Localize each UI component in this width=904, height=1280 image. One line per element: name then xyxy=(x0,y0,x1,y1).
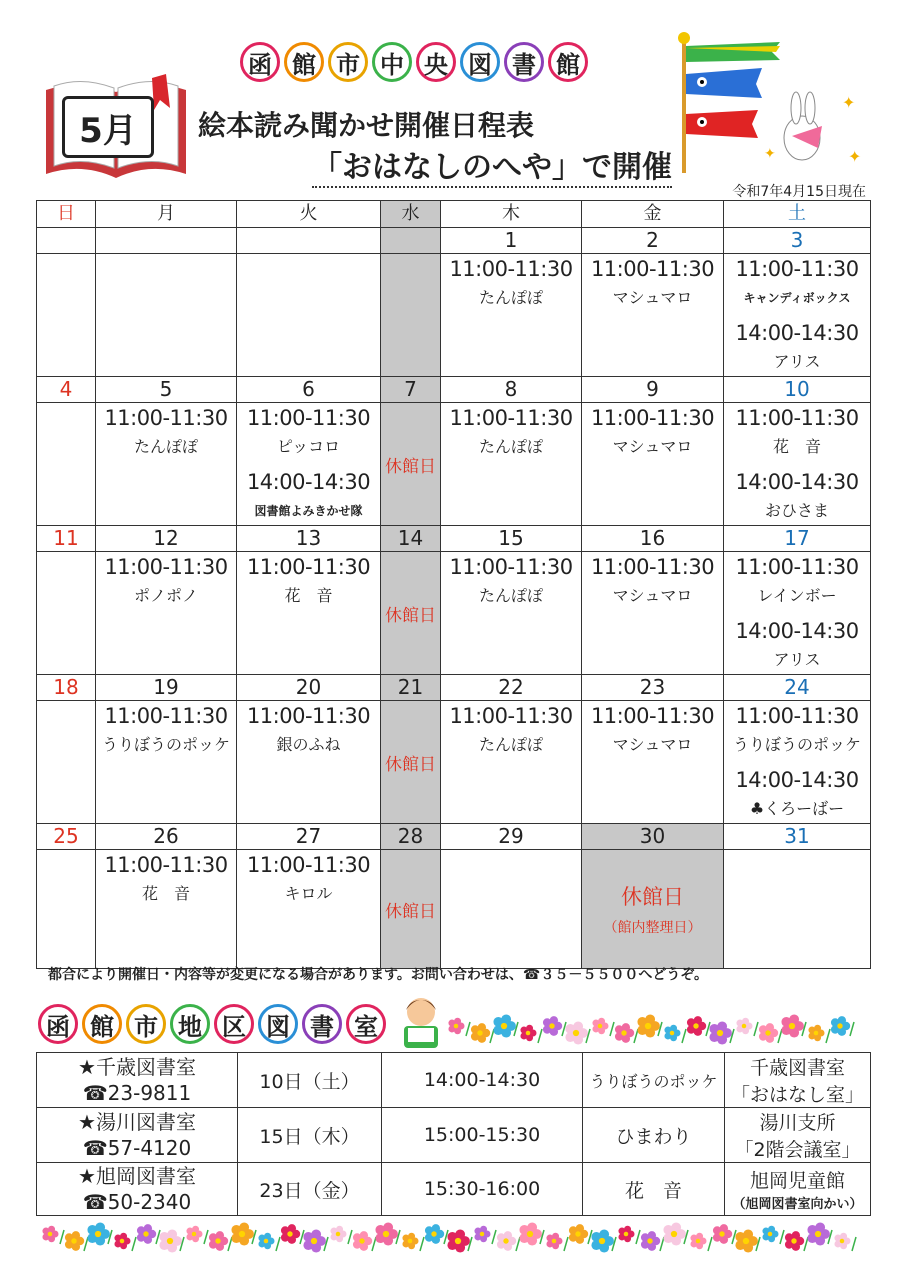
closed-label: 休館日 xyxy=(385,754,436,775)
date-number: 7 xyxy=(381,377,441,403)
date-number: 17 xyxy=(724,526,871,552)
branch-place-detail: （旭岡図書室向かい） xyxy=(732,1197,863,1212)
month-label: 5月 xyxy=(62,96,154,158)
branch-phone: ☎57-4120 xyxy=(82,1136,192,1160)
title-char: 中 xyxy=(372,42,412,82)
title-char: 函 xyxy=(240,42,280,82)
session-group: たんぽぽ xyxy=(478,586,543,605)
day-cell xyxy=(441,850,582,969)
date-number: 15 xyxy=(441,526,582,552)
branch-time: 15:00-15:30 xyxy=(382,1108,583,1163)
branch-row xyxy=(37,1163,871,1216)
date-number: 12 xyxy=(96,526,237,552)
date-number: 19 xyxy=(96,675,237,701)
branch-phone: ☎23-9811 xyxy=(82,1081,192,1105)
day-cell xyxy=(96,701,237,824)
session-time: 11:00-11:30 xyxy=(104,853,228,877)
closed-note: （館内整理日） xyxy=(603,920,702,936)
session-time: 11:00-11:30 xyxy=(449,704,573,728)
date-number: 23 xyxy=(582,675,724,701)
weekday-header: 土 xyxy=(724,201,871,228)
session-time: 14:00-14:30 xyxy=(735,768,859,792)
branch-place-detail: 「おはなし室」 xyxy=(730,1084,864,1106)
branch-group: ひまわり xyxy=(583,1108,725,1163)
session-time: 14:00-14:30 xyxy=(735,321,859,345)
date-number: 28 xyxy=(381,824,441,850)
weekday-header: 木 xyxy=(441,201,582,228)
schedule-calendar xyxy=(36,200,871,969)
session-group: たんぽぽ xyxy=(478,735,543,754)
branch-title-char: 区 xyxy=(214,1004,254,1044)
date-number: 24 xyxy=(724,675,871,701)
session-time: 14:00-14:30 xyxy=(735,470,859,494)
day-cell xyxy=(237,254,381,377)
day-cell xyxy=(96,254,237,377)
day-cell xyxy=(37,850,96,969)
library-title xyxy=(240,42,592,82)
day-cell xyxy=(37,701,96,824)
date-number: 22 xyxy=(441,675,582,701)
session-group: 花 音 xyxy=(772,437,821,456)
koinobori-illustration xyxy=(672,28,862,178)
branch-name: ★旭岡図書室 xyxy=(78,1164,196,1188)
date-number: 30 xyxy=(582,824,724,850)
branch-name: ★湯川図書室 xyxy=(78,1110,196,1134)
day-cell xyxy=(441,254,582,377)
date-number: 6 xyxy=(237,377,381,403)
branch-place: 旭岡児童館 xyxy=(749,1170,845,1192)
date-number: 11 xyxy=(37,526,96,552)
session-time: 11:00-11:30 xyxy=(735,704,859,728)
schedule-subtitle: 絵本読み聞かせ開催日程表 xyxy=(198,109,535,142)
day-cell xyxy=(37,254,96,377)
session-group: キャンディボックス xyxy=(743,291,851,305)
date-number: 2 xyxy=(582,228,724,254)
session-time: 11:00-11:30 xyxy=(449,257,573,281)
branch-title-char: 地 xyxy=(170,1004,210,1044)
session-group: たんぽぽ xyxy=(133,437,198,456)
notice-text: 都合により開催日・内容等が変更になる場合があります。お問い合わせは、☎３５－５５００へどうぞ。 xyxy=(48,967,709,983)
day-cell xyxy=(96,552,237,675)
day-cell xyxy=(237,403,381,526)
session-group: たんぽぽ xyxy=(478,437,543,456)
branch-row xyxy=(37,1108,871,1163)
closed-label: 休館日 xyxy=(385,456,436,477)
session-group: レインボー xyxy=(757,586,837,605)
date-number: 8 xyxy=(441,377,582,403)
session-time: 11:00-11:30 xyxy=(735,257,859,281)
day-cell xyxy=(96,403,237,526)
as-of-date: 令和7年4月15日現在 xyxy=(732,184,866,200)
branch-time: 14:00-14:30 xyxy=(382,1053,583,1108)
closed-label: 休館日 xyxy=(385,901,436,922)
session-group: キロル xyxy=(284,884,333,903)
day-cell xyxy=(37,552,96,675)
day-cell xyxy=(582,701,724,824)
session-time: 11:00-11:30 xyxy=(449,406,573,430)
branch-title-char: 書 xyxy=(302,1004,342,1044)
session-group: マシュマロ xyxy=(612,586,693,605)
day-cell xyxy=(441,403,582,526)
weekday-header: 日 xyxy=(37,201,96,228)
venue-subtitle: 「おはなしのへや」で開催 xyxy=(312,142,672,188)
session-group: 図書館よみきかせ隊 xyxy=(254,504,363,518)
title-char: 央 xyxy=(416,42,456,82)
date-number xyxy=(96,228,237,254)
session-time: 11:00-11:30 xyxy=(590,555,715,579)
session-group: アリス xyxy=(773,650,821,669)
weekday-header: 金 xyxy=(582,201,724,228)
session-group: ♣くろーばー xyxy=(749,799,845,818)
date-number: 29 xyxy=(441,824,582,850)
branch-name: ★千歳図書室 xyxy=(78,1055,196,1079)
branch-title-char: 図 xyxy=(258,1004,298,1044)
branch-time: 15:30-16:00 xyxy=(382,1163,583,1216)
weekday-header: 水 xyxy=(381,201,441,228)
branch-title-char: 館 xyxy=(82,1004,122,1044)
branch-title-char: 市 xyxy=(126,1004,166,1044)
date-number xyxy=(237,228,381,254)
date-number: 14 xyxy=(381,526,441,552)
day-cell xyxy=(441,701,582,824)
day-cell xyxy=(96,850,237,969)
closed-label: 休館日 xyxy=(621,885,684,909)
title-char: 市 xyxy=(328,42,368,82)
title-char: 書 xyxy=(504,42,544,82)
branch-title-char: 室 xyxy=(346,1004,386,1044)
date-number: 27 xyxy=(237,824,381,850)
session-group: うりぼうのポッケ xyxy=(732,735,861,754)
title-char: 図 xyxy=(460,42,500,82)
day-cell xyxy=(237,552,381,675)
day-cell xyxy=(37,403,96,526)
session-group: マシュマロ xyxy=(612,735,693,754)
svg-text:✦: ✦ xyxy=(848,147,862,166)
date-number: 31 xyxy=(724,824,871,850)
session-time: 11:00-11:30 xyxy=(590,704,715,728)
branch-date: 23日（金） xyxy=(238,1163,382,1216)
date-number: 5 xyxy=(96,377,237,403)
date-number: 20 xyxy=(237,675,381,701)
session-time: 11:00-11:30 xyxy=(246,555,371,579)
session-group: マシュマロ xyxy=(612,437,693,456)
day-cell xyxy=(237,850,381,969)
branch-schedule-table xyxy=(36,1052,871,1216)
reading-child-illustration xyxy=(396,994,446,1052)
session-group: 花 音 xyxy=(141,884,190,903)
session-time: 11:00-11:30 xyxy=(246,704,371,728)
session-time: 11:00-11:30 xyxy=(735,555,859,579)
session-time: 11:00-11:30 xyxy=(246,853,371,877)
session-group: うりぼうのポッケ xyxy=(101,735,230,754)
session-group: ピッコロ xyxy=(276,437,341,456)
weekday-header: 月 xyxy=(96,201,237,228)
weekday-header: 火 xyxy=(237,201,381,228)
branch-section-title xyxy=(38,1004,390,1044)
session-group: ポノポノ xyxy=(133,586,198,605)
date-number xyxy=(37,228,96,254)
date-number: 10 xyxy=(724,377,871,403)
branch-place-detail: 「2階会議室」 xyxy=(734,1139,861,1161)
session-time: 11:00-11:30 xyxy=(104,704,228,728)
day-cell xyxy=(582,403,724,526)
session-time: 11:00-11:30 xyxy=(735,406,859,430)
branch-phone: ☎50-2340 xyxy=(82,1190,192,1214)
session-time: 14:00-14:30 xyxy=(735,619,859,643)
branch-place: 湯川支所 xyxy=(759,1112,836,1134)
date-number: 21 xyxy=(381,675,441,701)
flower-border-top xyxy=(446,1012,866,1052)
day-cell xyxy=(237,701,381,824)
session-group: おひさま xyxy=(764,501,829,520)
day-cell xyxy=(582,552,724,675)
day-cell xyxy=(724,850,871,969)
date-number: 9 xyxy=(582,377,724,403)
day-cell xyxy=(724,403,871,526)
closed-label: 休館日 xyxy=(385,605,436,626)
date-number: 3 xyxy=(724,228,871,254)
branch-title-char: 函 xyxy=(38,1004,78,1044)
day-cell xyxy=(381,552,441,675)
session-group: アリス xyxy=(773,352,821,371)
branch-place: 千歳図書室 xyxy=(749,1057,845,1079)
title-char: 館 xyxy=(284,42,324,82)
date-number: 26 xyxy=(96,824,237,850)
day-cell xyxy=(724,254,871,377)
day-cell xyxy=(582,254,724,377)
session-time: 11:00-11:30 xyxy=(590,406,715,430)
day-cell xyxy=(381,701,441,824)
flower-border-bottom xyxy=(40,1220,870,1260)
day-cell xyxy=(381,850,441,969)
branch-row xyxy=(37,1053,871,1108)
day-cell xyxy=(724,701,871,824)
branch-group: 花 音 xyxy=(583,1163,725,1216)
session-time: 11:00-11:30 xyxy=(590,257,715,281)
date-number xyxy=(381,228,441,254)
session-time: 11:00-11:30 xyxy=(246,406,371,430)
day-cell xyxy=(582,850,724,969)
session-time: 11:00-11:30 xyxy=(104,555,228,579)
date-number: 16 xyxy=(582,526,724,552)
day-cell xyxy=(381,403,441,526)
session-group: 銀のふね xyxy=(276,735,341,754)
date-number: 4 xyxy=(37,377,96,403)
date-number: 25 xyxy=(37,824,96,850)
session-group: 花 音 xyxy=(284,586,333,605)
date-number: 18 xyxy=(37,675,96,701)
session-group: マシュマロ xyxy=(612,288,693,307)
title-char: 館 xyxy=(548,42,588,82)
session-time: 11:00-11:30 xyxy=(449,555,573,579)
day-cell xyxy=(381,254,441,377)
date-number: 1 xyxy=(441,228,582,254)
session-group: たんぽぽ xyxy=(478,288,543,307)
session-time: 11:00-11:30 xyxy=(104,406,228,430)
day-cell xyxy=(724,552,871,675)
branch-date: 10日（土） xyxy=(238,1053,382,1108)
date-number: 13 xyxy=(237,526,381,552)
svg-text:✦: ✦ xyxy=(842,93,856,112)
session-time: 14:00-14:30 xyxy=(246,470,371,494)
svg-text:✦: ✦ xyxy=(764,146,776,162)
branch-group: うりぼうのポッケ xyxy=(583,1053,725,1108)
branch-date: 15日（木） xyxy=(238,1108,382,1163)
day-cell xyxy=(441,552,582,675)
